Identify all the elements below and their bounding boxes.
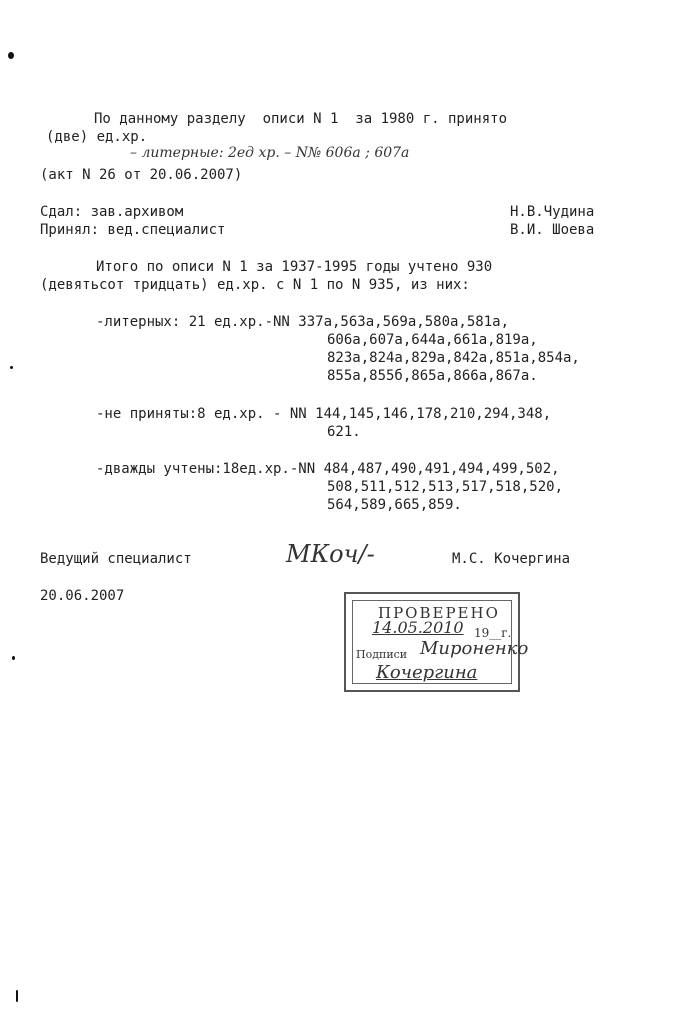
stamp-date-handwritten: 14.05.2010	[372, 618, 464, 637]
not-accepted-line-2: 621.	[327, 424, 361, 440]
scan-speck	[8, 52, 14, 59]
double-counted-line-1: -дважды учтены:18ед.хр.-NN 484,487,490,491,494,499,502,	[96, 461, 560, 477]
literal-items-line-2: 606а,607а,644а,661а,819а,	[327, 332, 538, 348]
stamp-signatures-label: Подписи	[356, 648, 408, 661]
lead-specialist-label: Ведущий специалист	[40, 551, 192, 567]
handed-over-label: Сдал: зав.архивом	[40, 204, 184, 220]
intro-line-2: (две) ед.хр.	[46, 129, 148, 145]
not-accepted-line-1: -не приняты:8 ед.хр. - NN 144,145,146,178,210,294,348,	[96, 406, 552, 422]
act-line: (акт N 26 от 20.06.2007)	[40, 167, 243, 183]
literal-items-line-3: 823а,824а,829а,842а,851а,854а,	[327, 350, 580, 366]
stamp-year-suffix: 19__г.	[474, 626, 512, 640]
total-line-2: (девятьсот тридцать) ед.хр. с N 1 по N 935, из них:	[40, 277, 470, 293]
received-name: В.И. Шоева	[510, 222, 595, 238]
scan-speck	[12, 656, 15, 660]
stamp-title: ПРОВЕРЕНО	[378, 604, 500, 622]
scan-speck	[16, 990, 18, 1002]
lead-specialist-name: М.С. Кочергина	[452, 551, 571, 567]
stamp-signature-2: Кочергина	[376, 662, 478, 683]
total-line-1: Итого по описи N 1 за 1937-1995 годы учтено 930	[96, 259, 493, 275]
literal-items-line-4: 855а,855б,865а,866а,867а.	[327, 368, 538, 384]
scan-speck	[10, 366, 13, 369]
received-label: Принял: вед.специалист	[40, 222, 226, 238]
handwritten-note: – литерные: 2ед хр. – N№ 606а ; 607а	[130, 145, 410, 161]
intro-line-1: По данному разделу описи N 1 за 1980 г. принято	[94, 111, 508, 127]
double-counted-line-2: 508,511,512,513,517,518,520,	[327, 479, 564, 495]
lead-specialist-signature: МКоч/-	[286, 540, 375, 568]
literal-items-line-1: -литерных: 21 ед.хр.-NN 337а,563а,569а,580а,581а,	[96, 314, 510, 330]
handed-over-name: Н.В.Чудина	[510, 204, 595, 220]
document-date: 20.06.2007	[40, 588, 125, 604]
stamp-signature-1: Мироненко	[420, 638, 529, 659]
double-counted-line-3: 564,589,665,859.	[327, 497, 462, 513]
